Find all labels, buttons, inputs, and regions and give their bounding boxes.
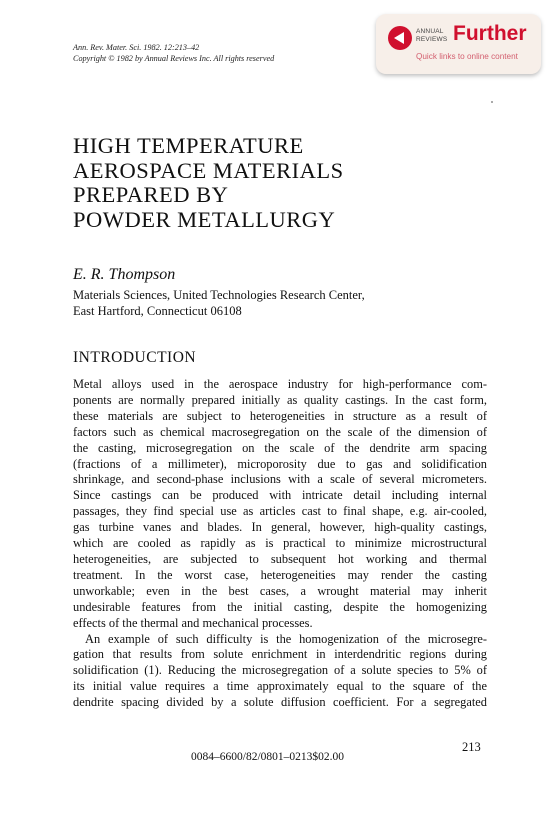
- body-line: factors such as chemical macrosegregation on the scale of the dimension of: [73, 424, 487, 439]
- body-line: Since castings can be produced with intricate detail including internal: [73, 488, 487, 503]
- article-code: 0084–6600/82/0801–0213$02.00: [191, 751, 345, 763]
- body-line: passages, they find special use as articles cast to final shape, e.g. air-cooled,: [73, 504, 487, 519]
- body-line: its initial value requires a time approximately equal to the square of the: [73, 679, 487, 694]
- body-line: gation that results from solute enrichment in interdendritic regions during: [73, 647, 487, 662]
- author-name: E. R. Thompson: [73, 266, 176, 283]
- body-line: dendrite spacing divided by a solute diffusion coefficient. For a segregated: [73, 695, 487, 710]
- body-line: solidification (1). Reducing the microsegregation of a solute species to 5% of: [73, 663, 487, 678]
- body-line: effects of the thermal and mechanical processes.: [73, 615, 313, 630]
- body-line: gas turbine vanes and blades. In general, however, high-quality castings,: [73, 520, 487, 535]
- title-line: HIGH TEMPERATURE: [73, 133, 304, 158]
- body-line: these materials are subject to heterogeneities in structure as a result of: [73, 408, 487, 423]
- body-line: (fractions of a millimeter), microporosity due to gas and solidification: [73, 456, 487, 471]
- body-text: [73, 377, 487, 711]
- article-title: [73, 134, 344, 232]
- affiliation-line: East Hartford, Connecticut 06108: [73, 304, 242, 318]
- title-line: PREPARED BY: [73, 182, 229, 207]
- title-line: AEROSPACE MATERIALS: [73, 157, 344, 183]
- page-number: 213: [462, 740, 481, 754]
- body-line: treatment. In the worst case, heterogeneities may render the casting: [73, 567, 487, 582]
- body-line: which are cooled as rapidly as is practical to minimize microstructural: [73, 536, 487, 551]
- body-line: ponents are normally prepared initially as quality castings. In the cast form,: [73, 392, 487, 407]
- body-line: unworkable; even in the best cases, a wrought material may inherit: [73, 583, 487, 598]
- body-line: the casting, microsegregation on the scale of the dendrite arm spacing: [73, 440, 487, 455]
- affiliation-line: Materials Sciences, United Technologies Research Center,: [73, 288, 365, 302]
- title-line: POWDER METALLURGY: [73, 206, 336, 232]
- copyright-line: Copyright © 1982 by Annual Reviews Inc. All rights reserved: [73, 54, 275, 63]
- body-line: heterogeneities, are subjected to subsequent hot working and thermal: [73, 551, 487, 566]
- journal-citation: [73, 42, 274, 64]
- speck-mark: [491, 101, 493, 103]
- section-heading: INTRODUCTION: [73, 349, 197, 366]
- body-line: Metal alloys used in the aerospace industry for high-performance com-: [73, 377, 487, 391]
- further-tagline[interactable]: Quick links to online content: [416, 52, 518, 61]
- further-banner[interactable]: [376, 14, 541, 74]
- annual-reviews-play-icon: [388, 26, 412, 50]
- brand-further: Further: [453, 22, 527, 45]
- brand-small: ANNUAL REVIEWS: [416, 28, 448, 43]
- citation-line: Ann. Rev. Mater. Sci. 1982. 12:213–42: [73, 43, 200, 52]
- body-line: An example of such difficulty is the homogenization of the microsegre-: [85, 631, 487, 646]
- body-line: shrinkage, and second-phase inclusions with a scale of several micrometers.: [73, 472, 487, 487]
- body-line: undesirable features from the initial casting, despite the homogenizing: [73, 599, 487, 614]
- author-affiliation: [73, 287, 365, 319]
